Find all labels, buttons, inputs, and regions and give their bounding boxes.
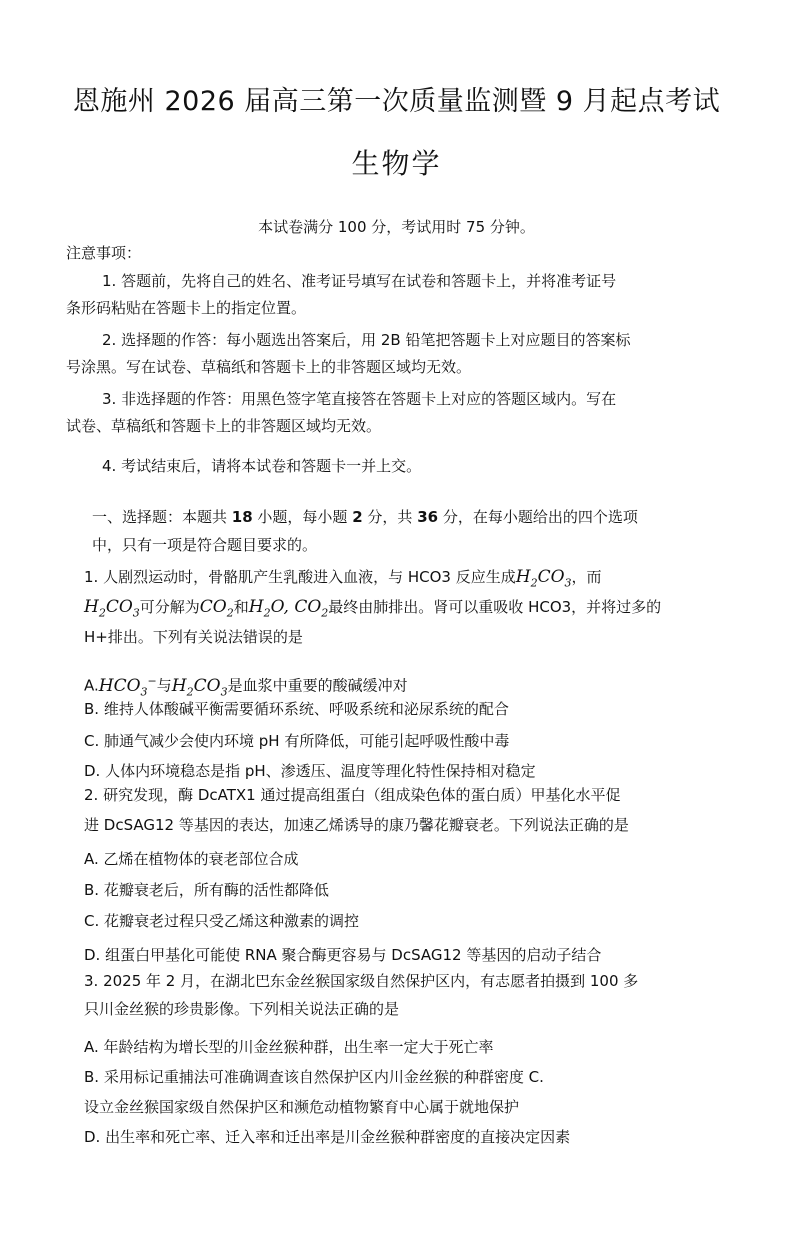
points-total: 36 [417,508,439,526]
question-stem-line: 2. 研究发现，酶 DcATX1 通过提高组蛋白（组成染色体的蛋白质）甲基化水平促 [84,786,621,804]
option-d: D. 组蛋白甲基化可能使 RNA 聚合酶更容易与 DcSAG12 等基因的启动子结合 [84,946,602,964]
stem-text: 可分解为 [139,598,200,616]
option-d: D. 出生率和死亡率、迁入率和迁出率是川金丝猴种群密度的直接决定因素 [84,1128,571,1146]
option-text: 是血浆中重要的酸碱缓冲对 [227,676,408,695]
option-b: B. 花瓣衰老后，所有酶的活性都降低 [84,881,329,899]
note-text: 1. 答题前，先将自己的姓名、准考证号填写在试卷和答题卡上，并将准考证号 [102,272,617,290]
note-text: 2. 选择题的作答：每小题选出答案后，用 2B 铅笔把答题卡上对应题目的答案标 [102,331,631,349]
formula-hco3-ion: $HCO_3^-$ [98,674,157,699]
formula-h2co3: $H_2CO_3$ [515,567,572,590]
section-text: 分，共 [362,508,418,526]
notes-heading: 注意事项： [66,244,142,262]
question-stem-line [84,596,661,624]
section-heading [92,506,638,528]
option-text: 与 [156,676,172,695]
question-stem-line: 只川金丝猴的珍贵影像。下列相关说法正确的是 [84,1000,400,1018]
option-c: C. 肺通气减少会使内环境 pH 有所降低，可能引起呼吸性酸中毒 [84,732,510,750]
note-text: 条形码粘贴在答题卡上的指定位置。 [66,299,307,317]
stem-text: ，而 [571,568,602,586]
page-subtitle: 生物学 [351,147,442,180]
note-text: 3. 非选择题的作答：用黑色签字笔直接答在答题卡上对应的答题区域内。写在 [102,390,617,408]
stem-text: 1. 人剧烈运动时，骨骼肌产生乳酸进入血液，与 HCO3 反应生成 [84,568,516,586]
note-text: 4. 考试结束后，请将本试卷和答题卡一并上交。 [102,457,422,475]
question-stem-line: H+排出。下列有关说法错误的是 [84,628,303,646]
question-count: 18 [231,508,253,526]
option-a: A. 乙烯在植物体的衰老部位合成 [84,850,299,868]
option-a: A. 年龄结构为增长型的川金丝猴种群，出生率一定大于死亡率 [84,1038,494,1056]
option-label: A. [84,676,99,695]
formula-h2co3: $H_2CO_3$ [84,597,140,620]
note-text: 号涂黑。写在试卷、草稿纸和答题卡上的非答题区域均无效。 [66,358,472,376]
option-b: B. 维持人体酸碱平衡需要循环系统、呼吸系统和泌尿系统的配合 [84,700,509,718]
question-stem-line: 进 DcSAG12 等基因的表达，加速乙烯诱导的康乃馨花瓣衰老。下列说法正确的是 [84,816,629,834]
section-text: 一、选择题：本题共 [92,508,232,526]
question-stem-line: 3. 2025 年 2 月，在湖北巴东金丝猴国家级自然保护区内，有志愿者拍摄到 100 多 [84,972,639,990]
stem-text: 最终由肺排出。肾可以重吸收 HCO3，并将过多的 [328,598,662,616]
note-text: 试卷、草稿纸和答题卡上的非答题区域均无效。 [66,417,382,435]
option-c: C. 花瓣衰老过程只受乙烯这种激素的调控 [84,912,360,930]
exam-info: 本试卷满分 100 分，考试用时 75 分钟。 [258,218,535,236]
points-each: 2 [352,508,363,526]
section-text-line2: 中，只有一项是符合题目要求的。 [92,536,318,554]
formula-h2co3: $H_2CO_3$ [171,675,228,699]
option-c: 设立金丝猴国家级自然保护区和濒危动植物繁育中心属于就地保护 [84,1098,520,1116]
formula-co2: $CO_2$ [199,597,234,620]
question-stem-line [84,566,602,594]
stem-text: 和 [233,598,249,616]
option-b: B. 采用标记重捕法可准确调查该自然保护区内川金丝猴的种群密度 C. [84,1068,544,1086]
page-title: 恩施州 2026 届高三第一次质量监测暨 9 月起点考试 [72,86,721,117]
section-text: 小题，每小题 [252,508,353,526]
option-d: D. 人体内环境稳态是指 pH、渗透压、温度等理化特性保持相对稳定 [84,762,536,780]
formula-h2o-co2: $H_2O$, $CO_2$ [248,597,329,620]
section-text: 分，在每小题给出的四个选项 [438,508,638,526]
